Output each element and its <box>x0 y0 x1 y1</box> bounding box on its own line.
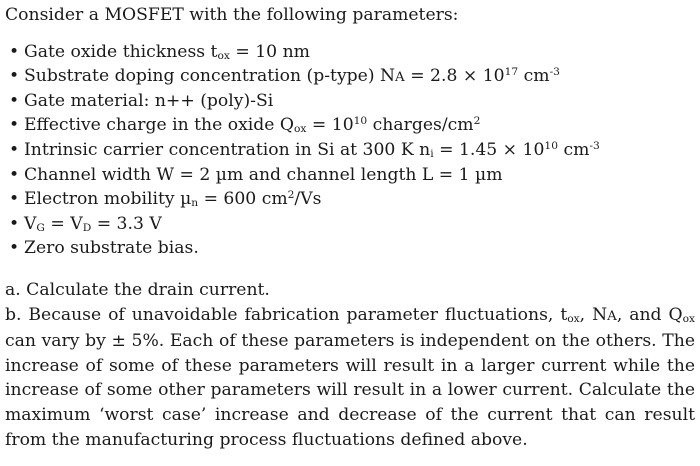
param-channel-dimensions: • Channel width W = 2 µm and channel length L = 1 µm <box>5 163 695 188</box>
param-substrate-doping: • Substrate doping concentration (p-type) NA = $2.8 \times 10^{17}$ $cm^{-3}$ <box>5 64 695 89</box>
param-oxide-charge: • Effective charge in the oxide Qox = $10^{10}$ charges/$cm^2$ <box>5 113 695 138</box>
question-b: b. Because of unavoidable fabrication parameter fluctuations, tox, NA, and Qox can vary by ± 5%. Each of these parameters is independent on the others. The increase of some of these parameters will result in a larger current while the increase of some other parameters will result in a lower current. Calculate the maximum ‘worst case’ increase and decrease of the current that can result from the manufacturing process fluctuations defined above. <box>5 304 695 450</box>
question-a: a. Calculate the drain current. <box>5 279 270 300</box>
param-oxide-thickness: • Gate oxide thickness tox = 10 nm <box>5 40 695 65</box>
param-electron-mobility: • Electron mobility µn = 600 $cm^2/Vs$ <box>5 187 695 212</box>
bullet-icon: • <box>9 213 20 234</box>
bullet-icon: • <box>9 90 20 111</box>
param-bias-voltages: • VG = VD = 3.3 V <box>5 212 695 237</box>
bullet-icon: • <box>9 41 20 62</box>
bullet-icon: • <box>9 66 20 87</box>
param-substrate-bias: • Zero substrate bias. <box>5 236 695 261</box>
intro-text: Consider a MOSFET with the following parameters: <box>5 5 459 25</box>
param-intrinsic-carrier: • Intrinsic carrier concentration in Si at 300 K ni = $1.45 \times 10^{10}$ $cm^{-3}$ <box>5 138 695 163</box>
bullet-icon: • <box>9 189 20 210</box>
bullet-icon: • <box>9 139 20 160</box>
param-gate-material: • Gate material: n++ (poly)-Si <box>5 89 695 114</box>
parameter-list <box>5 40 695 261</box>
bullet-icon: • <box>9 115 20 136</box>
bullet-icon: • <box>9 164 20 185</box>
problem-document <box>5 0 695 452</box>
bullet-icon: • <box>9 238 20 259</box>
